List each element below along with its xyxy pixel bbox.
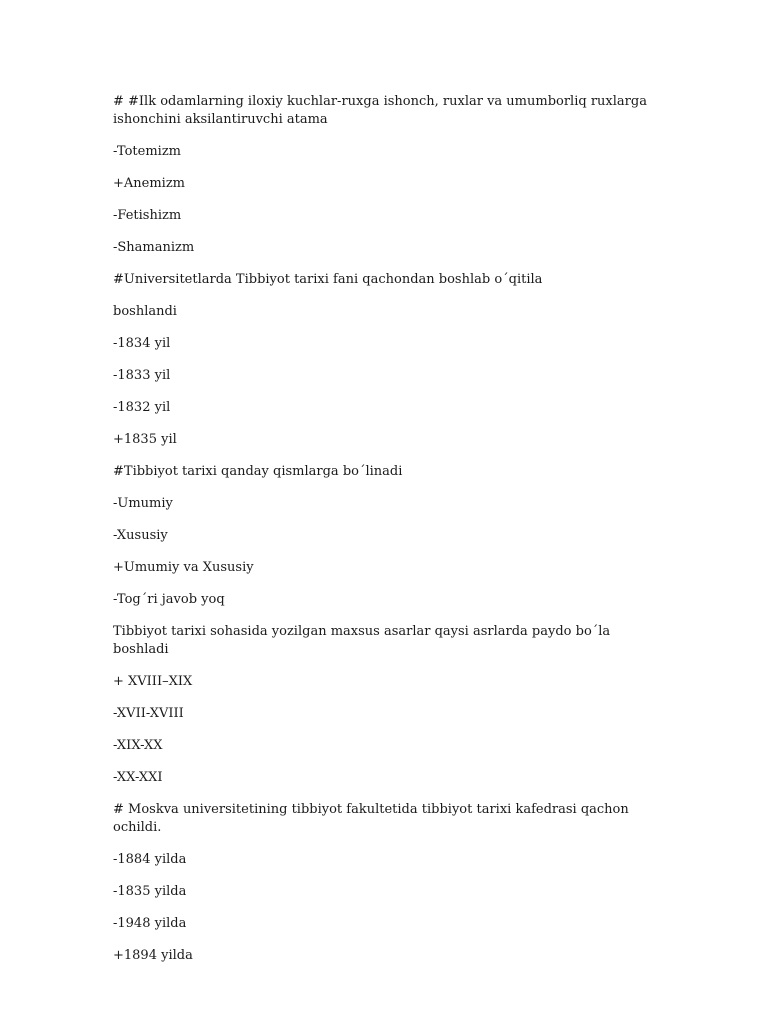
answer-option: +1894 yilda	[113, 948, 193, 963]
answer-option: -1948 yilda	[113, 916, 187, 931]
answer-option: -Totemizm	[113, 144, 181, 159]
answer-option: +1835 yil	[113, 432, 177, 447]
document-page	[113, 93, 658, 979]
question-5-text: # Moskva universitetining tibbiyot fakultetida tibbiyot tarixi kafedrasi qachon ochildi.	[113, 802, 633, 835]
question-2-continuation: boshlandi	[113, 304, 177, 319]
answer-option: -1835 yilda	[113, 884, 187, 899]
answer-option: -XX-XXI	[113, 770, 163, 785]
answer-option: -1833 yil	[113, 368, 171, 383]
answer-option: -1832 yil	[113, 400, 171, 415]
answer-option: +Umumiy va Xususiy	[113, 560, 254, 575]
answer-option: -XIX-XX	[113, 738, 163, 753]
question-1-text: # #Ilk odamlarning iloxiy kuchlar-ruxga ishonch, ruxlar va umumborliq ruxlarga ishonchini aksilantiruvchi atama	[113, 94, 647, 127]
answer-option: -1884 yilda	[113, 852, 187, 867]
answer-option: +Anemizm	[113, 176, 186, 191]
answer-option: -1834 yil	[113, 336, 171, 351]
answer-option: -Shamanizm	[113, 240, 195, 255]
question-2-text: #Universitetlarda Tibbiyot tarixi fani qachondan boshlab o´qitila	[113, 272, 543, 287]
answer-option: -Xususiy	[113, 528, 168, 543]
question-3-text: #Tibbiyot tarixi qanday qismlarga bo´linadi	[113, 464, 403, 479]
answer-option: + XVIII–XIX	[113, 674, 193, 689]
answer-option: -Umumiy	[113, 496, 173, 511]
answer-option: -XVII-XVIII	[113, 706, 184, 721]
answer-option: -Tog´ri javob yoq	[113, 592, 225, 607]
question-4-text: Tibbiyot tarixi sohasida yozilgan maxsus asarlar qaysi asrlarda paydo bo´la boshladi	[113, 624, 615, 657]
answer-option: -Fetishizm	[113, 208, 182, 223]
